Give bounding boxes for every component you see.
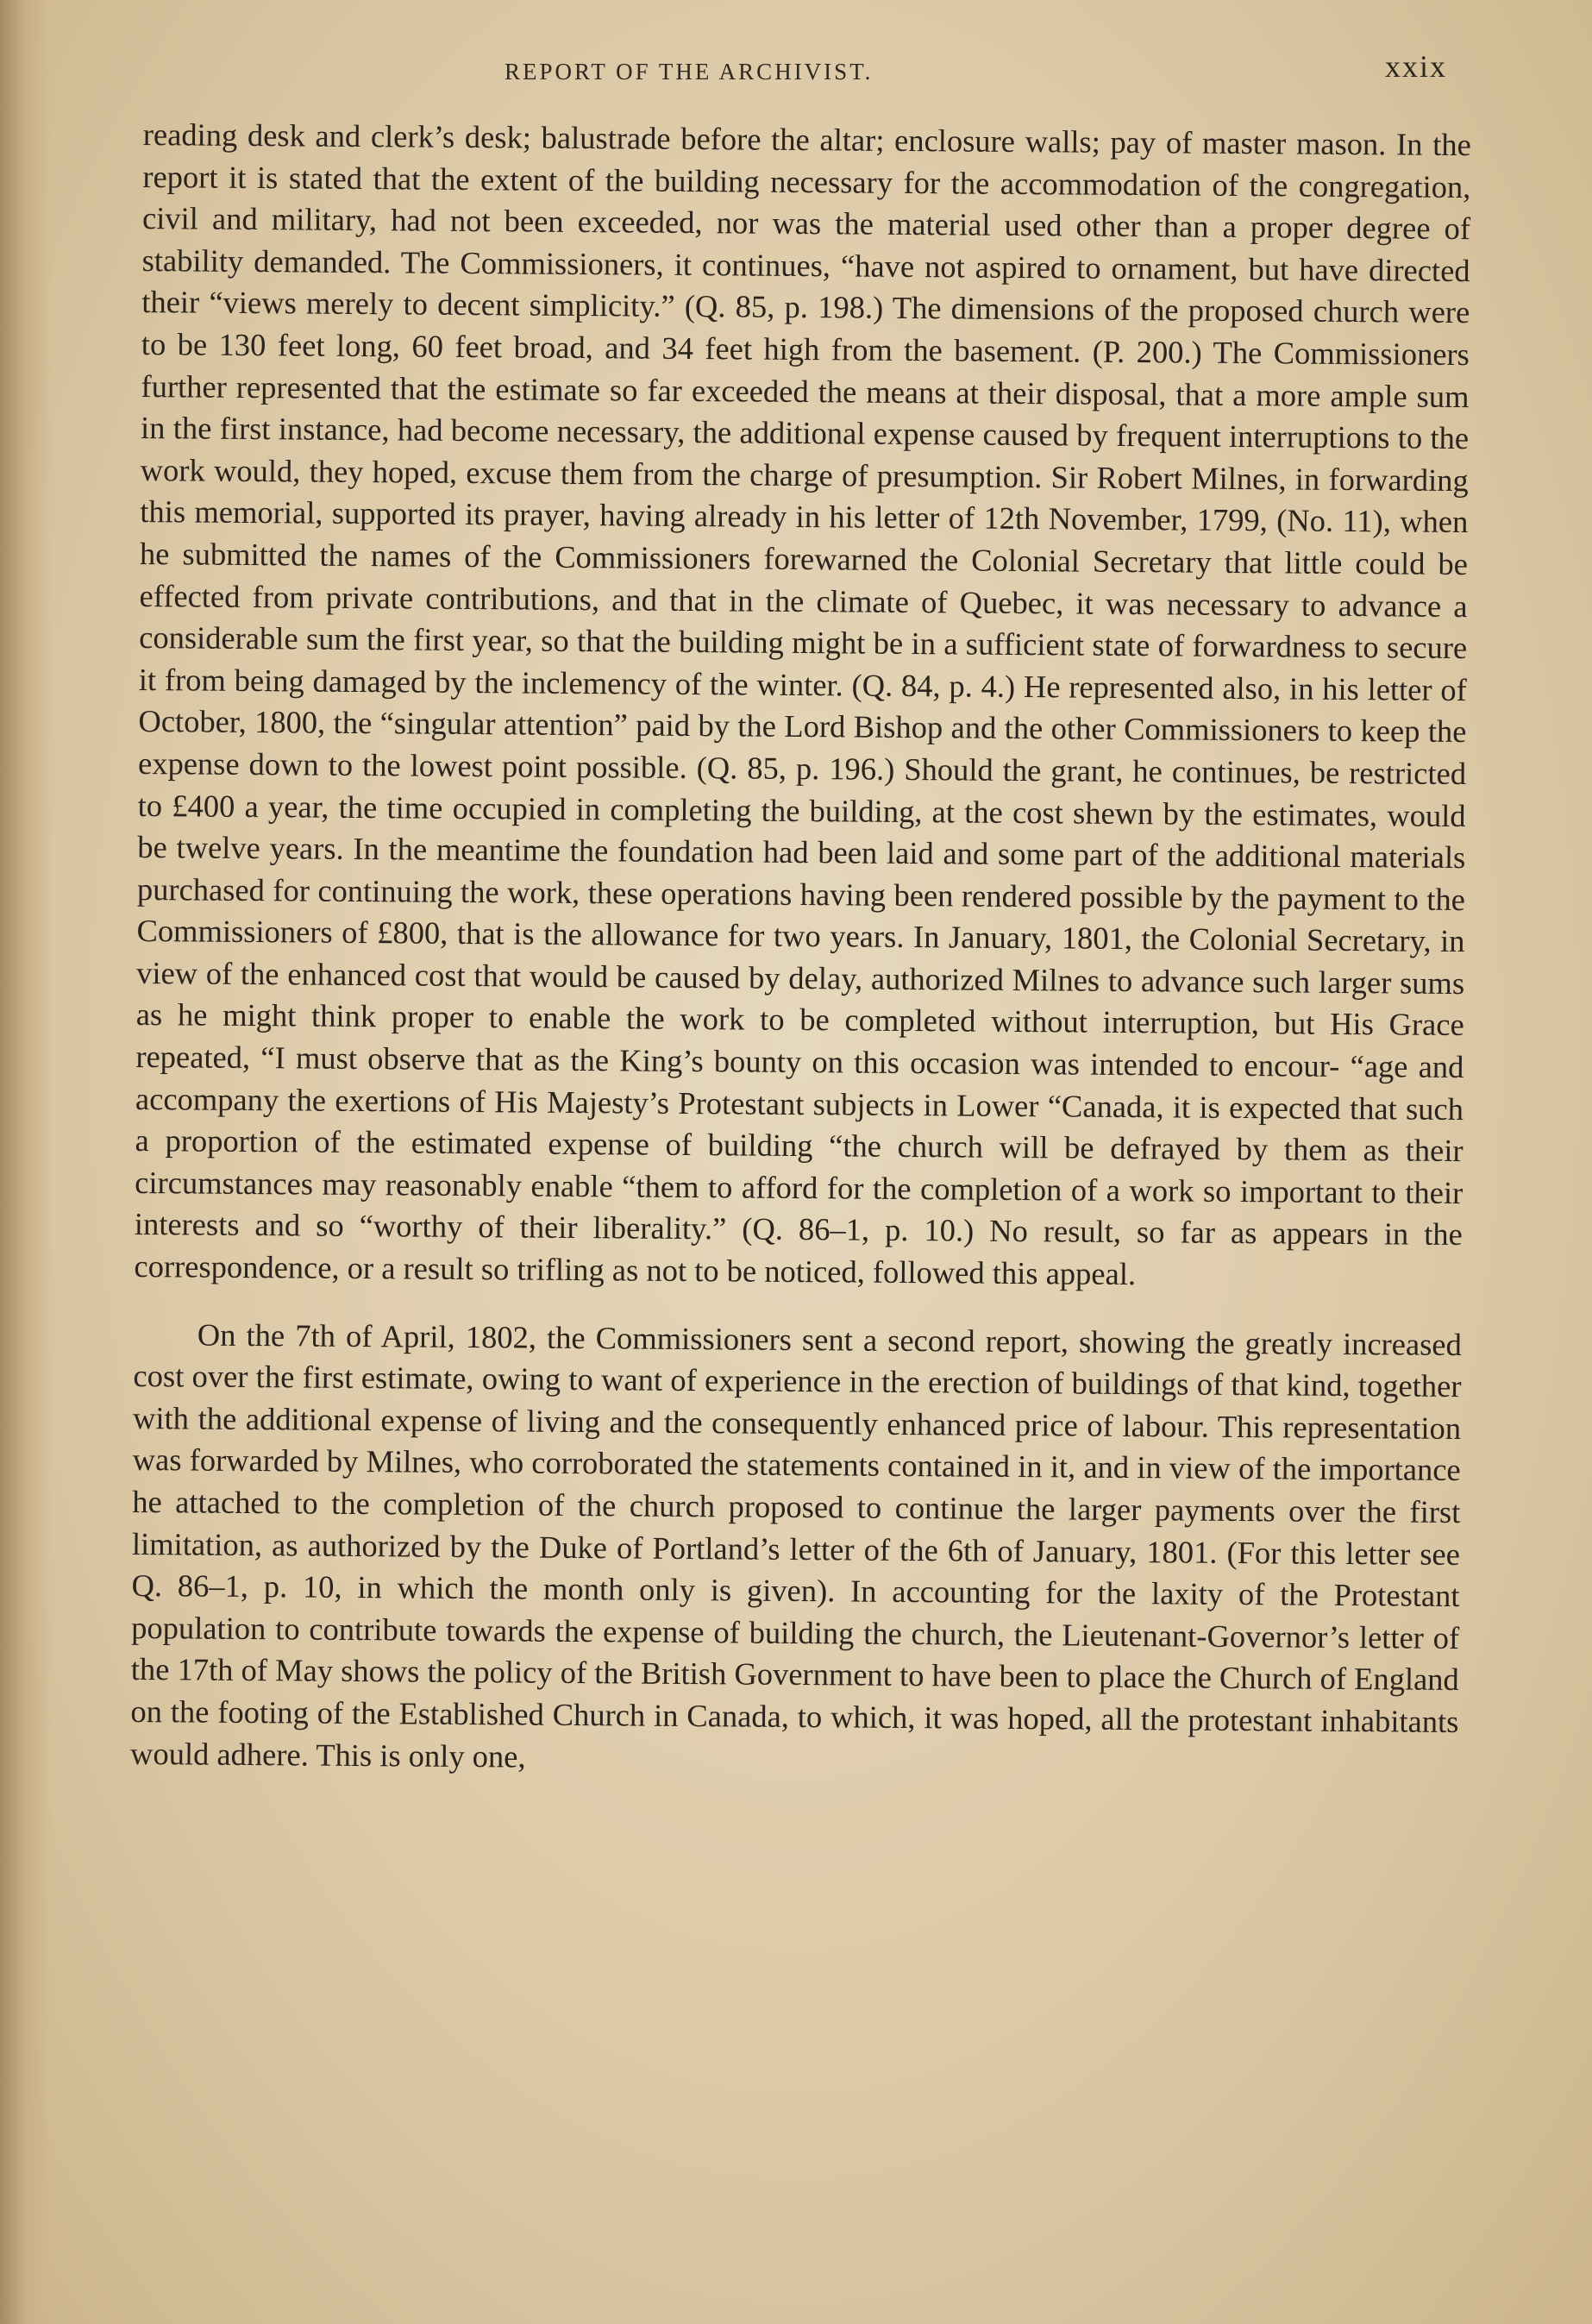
running-head [0,49,1592,105]
running-title: REPORT OF THE ARCHIVIST. [505,59,874,85]
binding-shadow [0,0,52,2324]
paragraph-1: reading desk and clerk’s desk; balustrade before the altar; enclosure walls; pay of master mason. In the report it is stated that the extent of the building necessary for the accommodation of the congregation, civil and military, had not been exceeded, nor was the material used other than a proper degree of stability demanded. The Commissioners, it continues, “have not aspired to ornament, but have directed their “views merely to decent simplicity.” (Q. 85, p. 198.) The dimensions of the proposed church were to be 130 feet long, 60 feet broad, and 34 feet high from the basement. (P. 200.) The Commissioners further represented that the estimate so far exceeded the means at their disposal, that a more ample sum in the first instance, had become necessary, the additional expense caused by frequent interruptions to the work would, they hoped, excuse them from the charge of presumption. Sir Robert Milnes, in forwarding this memorial, supported its prayer, having already in his letter of 12th November, 1799, (No. 11), when he submitted the names of the Commissioners forewarned the Colonial Secretary that little could be effected from private contributions, and that in the climate of Quebec, it was necessary to advance a considerable sum the first year, so that the building might be in a sufficient state of forwardness to secure it from being damaged by the inclemency of the winter. (Q. 84, p. 4.) He represented also, in his letter of October, 1800, the “singular attention” paid by the Lord Bishop and the other Commissioners to keep the expense down to the lowest point possible. (Q. 85, p. 196.) Should the grant, he continues, be restricted to £400 a year, the time occupied in completing the building, at the cost shewn by the estimates, would be twelve years. In the meantime the foundation had been laid and some part of the additional materials purchased for continuing the work, these operations having been rendered possible by the payment to the Commissioners of £800, that is the allowance for two years. In January, 1801, the Colonial Secretary, in view of the enhanced cost that would be caused by delay, authorized Milnes to advance such larger sums as he might think proper to enable the work to be completed without interruption, but His Grace repeated, “I must observe that as the King’s bounty on this occasion was intended to encour- “age and accompany the exertions of His Majesty’s Protestant subjects in Lower “Canada, it is expected that such a proportion of the estimated expense of building “the church will be defrayed by them as their circumstances may reasonably enable “them to afford for the completion of a work so important to their interests and so “worthy of their liberality.” (Q. 86–1, p. 10.) No result, so far as appears in the correspondence, or a result so trifling as not to be noticed, followed this appeal. [134,116,1471,1292]
paragraph-2: On the 7th of April, 1802, the Commissioners sent a second report, showing the greatly increased cost over the first estimate, owing to want of experience in the erection of buildings of that kind, together with the additional expense of living and the consequently enhanced price of labour. This representation was forwarded by Milnes, who corroborated the statements contained in it, and in view of the importance he attached to the completion of the church proposed to continue the larger payments over the first limitation, as authorized by the Duke of Portland’s letter of the 6th of January, 1801. (For this letter see Q. 86–1, p. 10, in which the month only is given). In accounting for the laxity of the Protestant population to contribute towards the expense of building the church, the Lieutenant-Governor’s letter of the 17th of May shows the policy of the British Government to have been to place the Church of England on the footing of the Established Church in Canada, to which, it was hoped, all the protestant inhabitants would adhere. This is only one, [129,1316,1463,1774]
page-number: xxix [1385,49,1448,84]
body-text [130,114,1471,1785]
